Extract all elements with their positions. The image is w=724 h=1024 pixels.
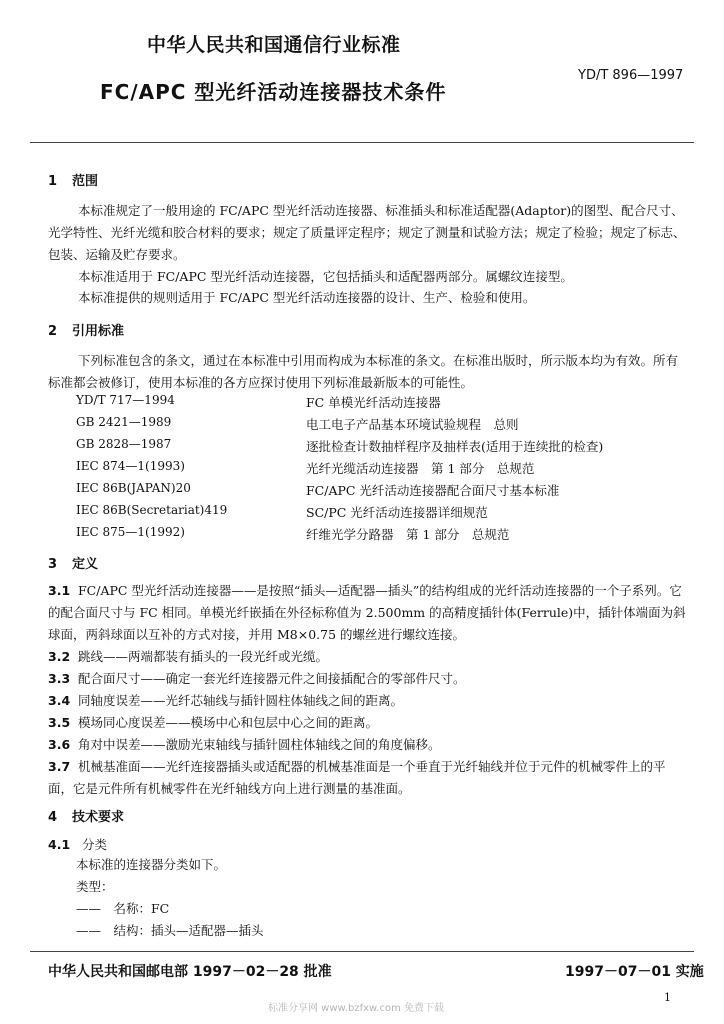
reference-code: IEC 86B(JAPAN)20 <box>76 481 191 495</box>
definition-item <box>48 668 688 690</box>
document-title: FC/APC 型光纤活动连接器技术条件 <box>100 80 447 104</box>
definition-number: 3.4 <box>48 693 71 708</box>
subsection-number: 4.1 <box>48 837 71 852</box>
section-4-number: 4 <box>48 810 58 825</box>
classification-line: —— 结构：插头—适配器—插头 <box>76 923 264 938</box>
definition-text: FC/APC 型光纤活动连接器——是按照“插头—适配器—插头”的结构组成的光纤活动连接器的一个子系列。它的配合面尺寸与 FC 相同。单模光纤嵌插在外径标称值为 2.500mm 的高精度插针体(Ferrule)中，插针体端面为斜球面，两斜球面以互补的方式对接，并用 M8×0.75 的螺丝进行螺纹连接。 <box>48 583 686 642</box>
definition-text: 配合面尺寸——确定一套光纤连接器元件之间接插配合的零部件尺寸。 <box>78 671 466 686</box>
definition-number: 3.2 <box>48 649 71 664</box>
issued-by: 中华人民共和国邮电部 1997－02－28 批准 <box>48 964 332 980</box>
section-3-heading <box>48 553 98 572</box>
section-2-title: 引用标准 <box>72 324 125 339</box>
reference-title: SC/PC 光纤活动连接器详细规范 <box>306 505 488 520</box>
standard-code: YD/T 896—1997 <box>578 68 684 83</box>
subsection-4-1-heading <box>48 834 107 856</box>
definition-text: 同轴度误差——光纤芯轴线与插针圆柱体轴线之间的距离。 <box>78 693 404 708</box>
section-1-heading <box>48 170 98 189</box>
watermark: 标准分享网 www.bzfxw.com 免费下载 <box>268 1003 444 1014</box>
section-4-title: 技术要求 <box>72 810 125 825</box>
definition-number: 3.3 <box>48 671 71 686</box>
reference-title: FC/APC 光纤活动连接器配合面尺寸基本标准 <box>306 483 560 498</box>
reference-code: YD/T 717—1994 <box>76 393 175 407</box>
section-2-intro: 下列标准包含的条文，通过在本标准中引用而构成为本标准的条文。在标准出版时，所示版本均为有效。所有标准都会被修订，使用本标准的各方应探讨使用下列标准最新版本的可能性。 <box>48 353 679 390</box>
definition-item <box>48 690 688 712</box>
reference-code: GB 2828—1987 <box>76 437 172 451</box>
section-1-paragraph-2: 本标准适用于 FC/APC 型光纤活动连接器，它包括插头和适配器两部分。属螺纹连接型。 <box>78 269 573 284</box>
definition-item <box>48 580 688 646</box>
definition-item <box>48 756 688 800</box>
definition-text: 模场同心度误差——模场中心和包层中心之间的距离。 <box>78 715 379 730</box>
section-3-title: 定义 <box>72 557 99 572</box>
reference-title: FC 单模光纤活动连接器 <box>306 395 441 410</box>
reference-code: GB 2421—1989 <box>76 415 172 429</box>
section-1-title: 范围 <box>72 174 99 189</box>
section-2-number: 2 <box>48 324 58 339</box>
header-organization: 中华人民共和国通信行业标准 <box>147 34 401 56</box>
reference-title: 逐批检查计数抽样程序及抽样表(适用于连续批的检查) <box>306 439 604 454</box>
reference-title: 光纤光缆活动连接器 第 1 部分 总规范 <box>306 461 535 476</box>
classification-line: —— 名称：FC <box>76 901 170 916</box>
subsection-title: 分类 <box>82 837 108 852</box>
page-number: 1 <box>664 991 671 1004</box>
reference-code: IEC 874—1(1993) <box>76 459 185 473</box>
definition-text: 跳线——两端都装有插头的一段光纤或光缆。 <box>78 649 329 664</box>
section-3-number: 3 <box>48 557 58 572</box>
classification-line: 类型： <box>76 879 114 894</box>
definition-item <box>48 646 688 668</box>
reference-code: IEC 86B(Secretariat)419 <box>76 503 228 517</box>
classification-line: 本标准的连接器分类如下。 <box>76 857 227 872</box>
definition-number: 3.6 <box>48 737 71 752</box>
definition-item <box>48 712 688 734</box>
definition-number: 3.1 <box>48 583 71 598</box>
definition-item <box>48 734 688 756</box>
definition-text: 角对中误差——激励光束轴线与插针圆柱体轴线之间的角度偏移。 <box>78 737 441 752</box>
section-2-heading <box>48 320 124 339</box>
reference-title: 电工电子产品基本环境试验规程 总则 <box>306 417 519 432</box>
section-1-number: 1 <box>48 174 58 189</box>
definition-number: 3.7 <box>48 759 71 774</box>
section-1-paragraph-3: 本标准提供的规则适用于 FC/APC 型光纤活动连接器的设计、生产、检验和使用。 <box>78 290 536 305</box>
section-1-paragraph-1: 本标准规定了一般用途的 FC/APC 型光纤活动连接器、标准插头和标准适配器(Adaptor)的图型、配合尺寸、光学特性、光纤光缆和胶合材料的要求；规定了质量评定程序；规定了测量和试验方法；规定了检验；规定了标志、包装、运输及贮存要求。 <box>48 203 686 262</box>
reference-code: IEC 875—1(1992) <box>76 525 185 539</box>
reference-title: 纤维光学分路器 第 1 部分 总规范 <box>306 527 510 542</box>
definition-number: 3.5 <box>48 715 71 730</box>
definition-text: 机械基准面——光纤连接器插头或适配器的机械基准面是一个垂直于光纤轴线并位于元件的机械零件上的平面，它是元件所有机械零件在光纤轴线方向上进行测量的基准面。 <box>48 759 666 796</box>
implementation-date: 1997－07－01 实施 <box>565 964 704 980</box>
footer-divider <box>30 951 694 952</box>
header-divider <box>30 142 694 143</box>
section-4-heading <box>48 806 124 825</box>
